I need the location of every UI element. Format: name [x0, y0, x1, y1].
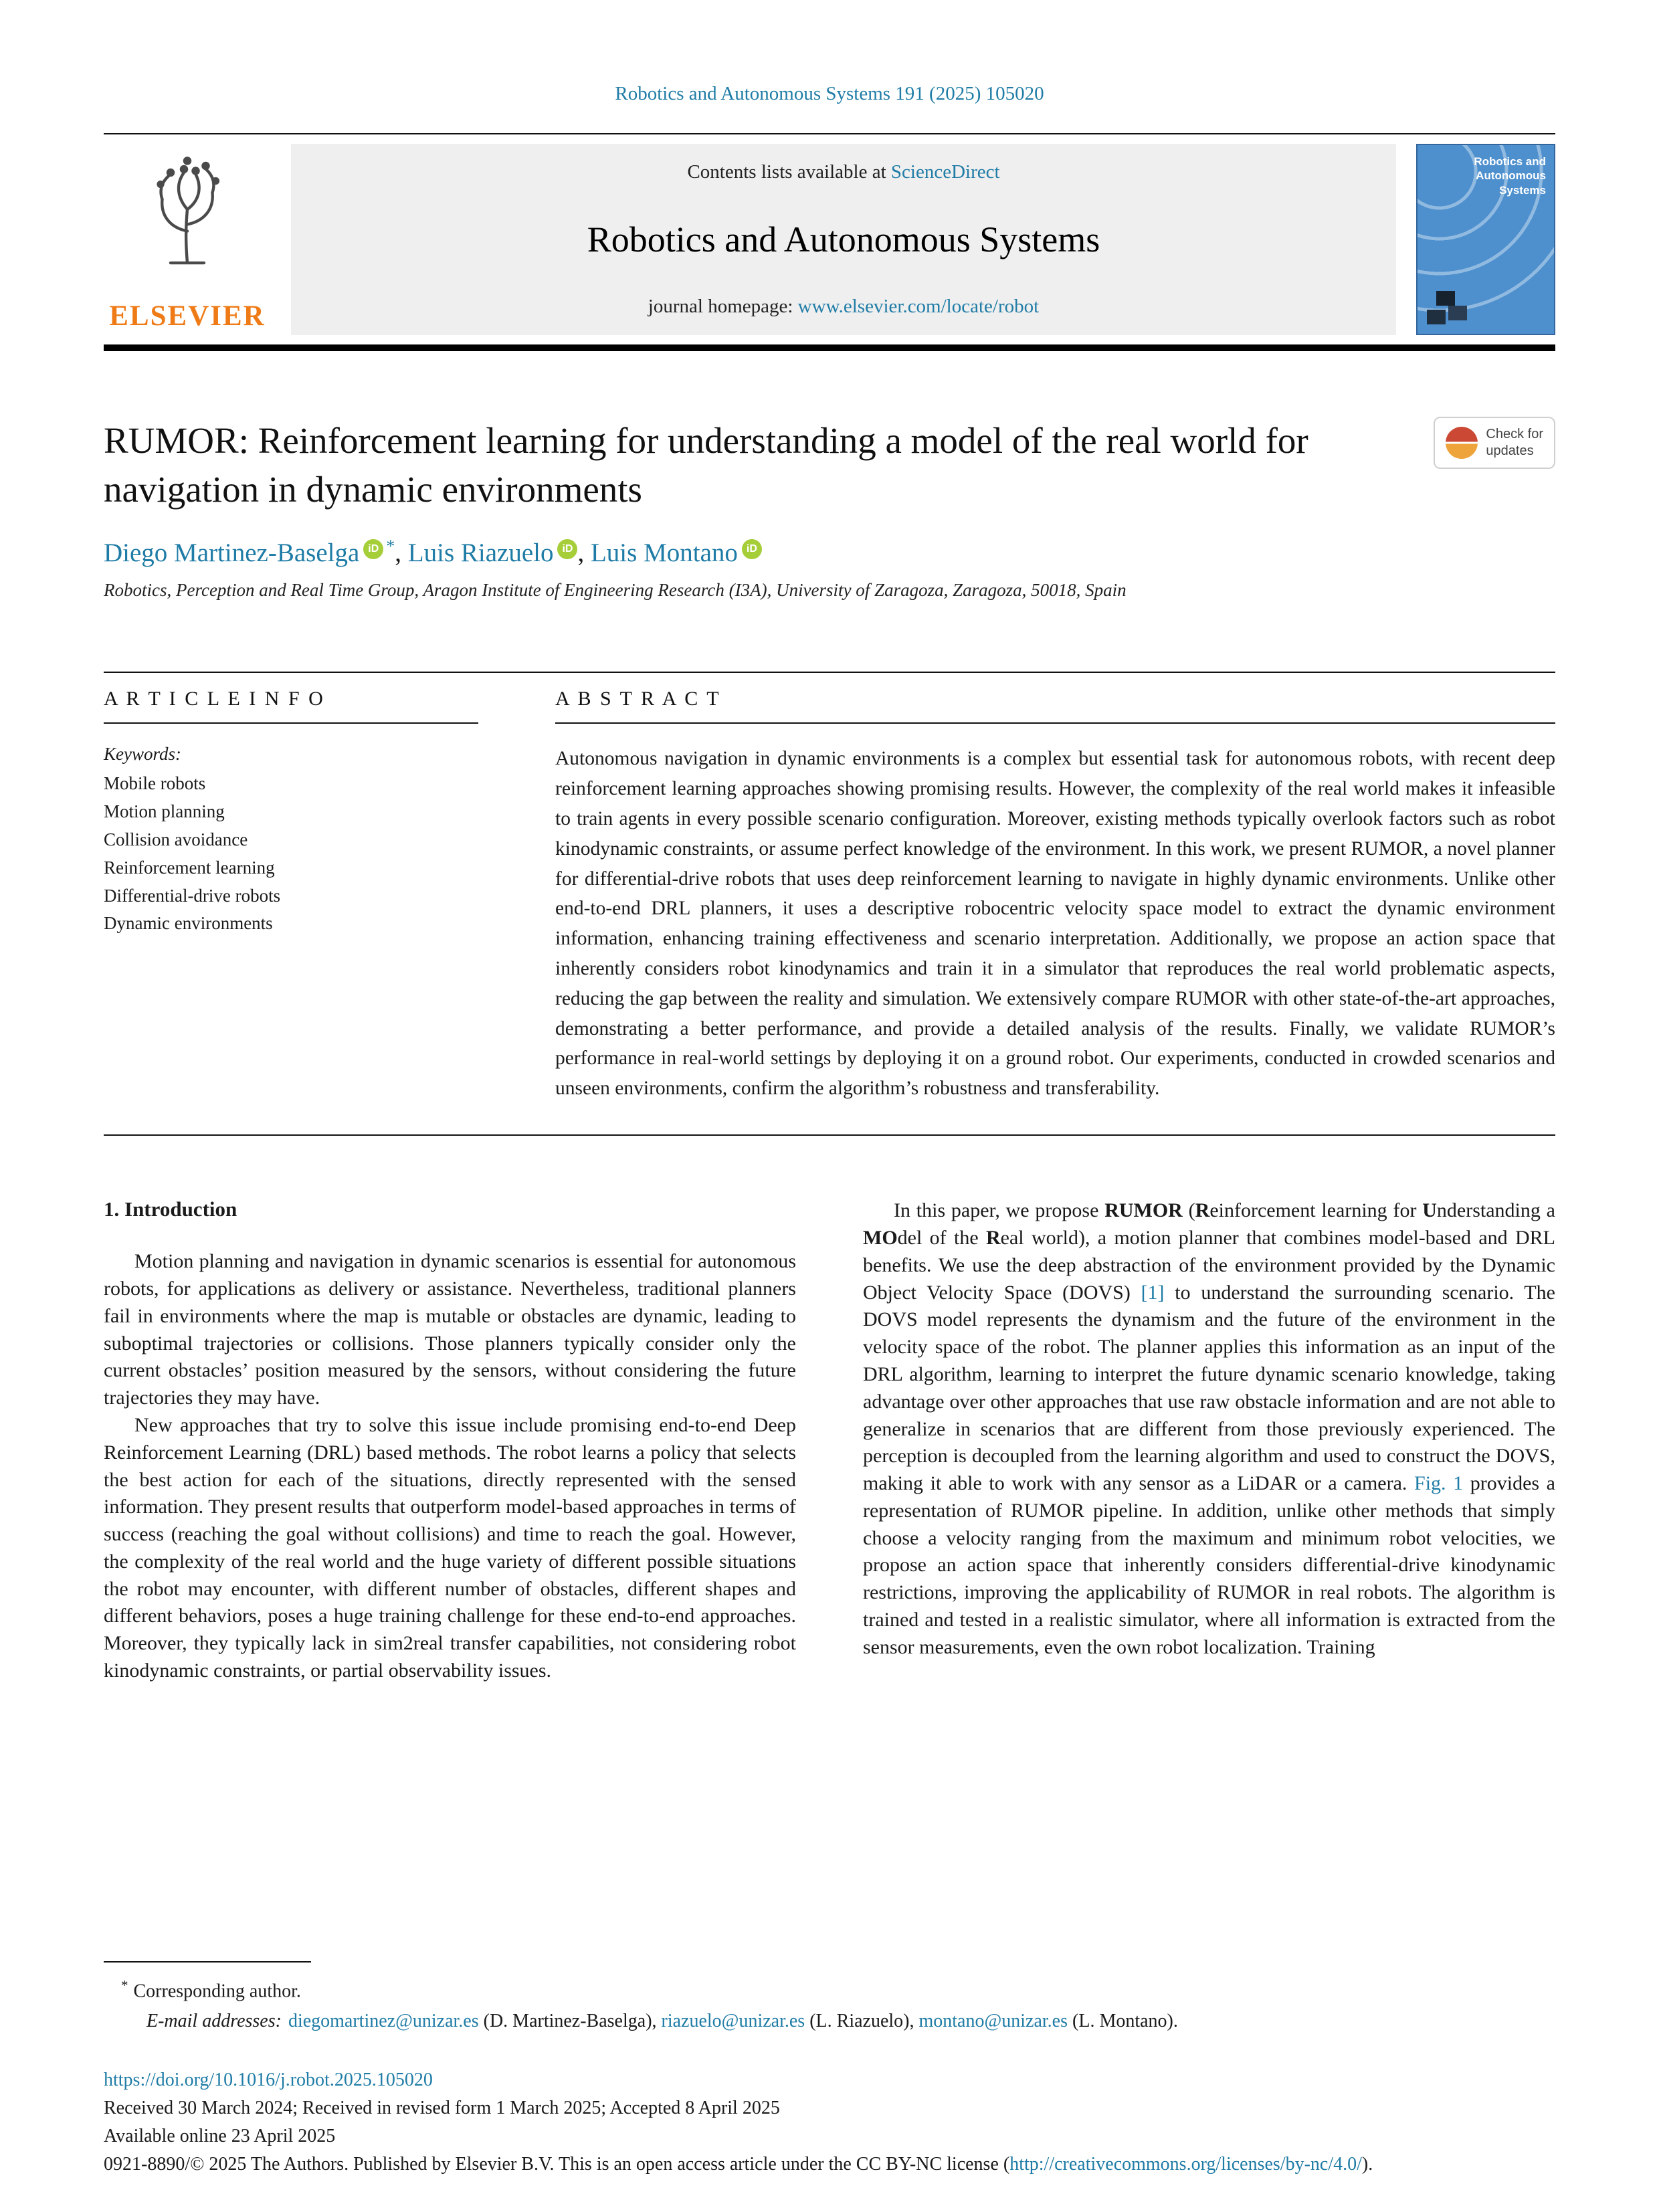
info-block-bottom-rule [104, 1134, 1555, 1136]
crossmark-icon [1446, 427, 1478, 459]
received-dates-line: Received 30 March 2024; Received in revised form 1 March 2025; Accepted 8 April 2025 [104, 2098, 780, 2118]
text-span: einforcement learning for [1209, 1199, 1423, 1222]
cc-license-link[interactable]: http://creativecommons.org/licenses/by-nc/4.0/ [1009, 2154, 1362, 2175]
section-heading-introduction: 1. Introduction [104, 1197, 237, 1221]
journal-ref: Robotics and Autonomous Systems 191 (2025) 105020 [615, 83, 1044, 104]
text-span: (L. Montano). [1068, 2011, 1178, 2032]
keyword-item: Motion planning [104, 801, 225, 822]
author [591, 538, 762, 567]
author-separator: , [577, 538, 591, 568]
intro-paragraph-2: New approaches that try to solve this issue include promising end-to-end Deep Reinforcement Learning (DRL) based methods. The robot learns a policy that selects the best action for each of the situations, directly represented with the sensed information. They present results that outperform model-based approaches in terms of success (reaching the goal without collisions) and time to reach the goal. However, the complexity of the real world and the huge variety of different possible situations the robot may encounter, with different number of obstacles, different shapes and different behaviors, poses a huge training challenge for these end-to-end approaches. Moreover, they typically lack in sim2real transfer capabilities, not considering robot kinodynamic constraints, or partial observability issues. [104, 1413, 796, 1682]
keyword-item: Differential-drive robots [104, 885, 281, 906]
page-footer [104, 1961, 1555, 2179]
text-span: ). [1361, 2154, 1373, 2175]
check-for-updates-label [1486, 426, 1543, 460]
author [104, 538, 408, 567]
right-column [863, 1197, 1555, 1685]
corresponding-author-note [104, 1975, 1555, 2007]
journal-cover-thumbnail[interactable] [1416, 144, 1555, 335]
check-for-updates-badge[interactable] [1434, 417, 1555, 469]
elsevier-logo[interactable] [104, 144, 271, 335]
abstract-column [555, 688, 1555, 1104]
abstract-heading-rule [555, 722, 1555, 724]
cover-decoration [1427, 310, 1446, 324]
homepage-prefix: journal homepage: [648, 296, 798, 317]
article-info-column [104, 688, 478, 1104]
text-span: R [985, 1226, 1001, 1249]
doi-link[interactable]: https://doi.org/10.1016/j.robot.2025.105020 [104, 2070, 433, 2090]
abstract-text: Autonomous navigation in dynamic environments is a complex but essential task for autonomous robots, with recent deep reinforcement learning approaches showing promising results. However, the complexity of the real world makes it infeasible to train agents in every possible scenario configuration. Moreover, existing methods typically overlook factors such as robot kinodynamic constraints, or assume perfect knowledge of the environment. In this work, we present RUMOR, a novel planner for differential-drive robots that uses deep reinforcement learning to navigate in highly dynamic environments. Unlike other end-to-end DRL planners, it uses a descriptive robocentric velocity space model to extract the dynamic environment information, enhancing training effectiveness and scenario interpretation. Additionally, we propose an action space that inherently considers robot kinodynamics and train it in a simulator that reproduces the real world problematic aspects, reducing the gap between the reality and simulation. We extensively compare RUMOR with other state-of-the-art approaches, demonstrating a better performance, and provide a detailed analysis of the results. Finally, we validate RUMOR’s performance in real-world settings by deploying it on a ground robot. Our experiments, conducted in crowded scenarios and unseen environments, confirm the algorithm’s robustness and transferability. [555, 748, 1555, 1100]
text-span: provides a representation of RUMOR pipeline. In addition, unlike other methods that simply choose a velocity ranging from the maximum and minimum robot velocities, we propose an action space that inherently considers differential-drive kinodynamic restrictions, improving the applicability of RUMOR in real robots. The algorithm is trained and tested in a realistic simulator, where all information is extracted from the sensor measurements, even the own robot localization. Training [863, 1472, 1555, 1658]
text-span: (L. Riazuelo), [805, 2011, 919, 2032]
footnote-rule [104, 1961, 311, 1963]
affiliation: Robotics, Perception and Real Time Group, Aragon Institute of Engineering Research (I3A), University of Zaragoza, Zaragoza, 50018, Spain [104, 580, 1127, 601]
text-span: ( [1182, 1199, 1195, 1222]
header-divider [104, 344, 1555, 351]
text-span: RUMOR [1104, 1199, 1183, 1222]
email-link-montano[interactable]: montano@unizar.es [918, 2011, 1068, 2032]
homepage-line [648, 296, 1039, 318]
text-span: MO [863, 1226, 898, 1249]
email-link-martinez[interactable]: diegomartinez@unizar.es [288, 2011, 479, 2032]
intro-paragraph-1: Motion planning and navigation in dynamic scenarios is essential for autonomous robots, for applications as delivery or assistance. Nevertheless, traditional planners fail in environments where the map is mutable or obstacles are dynamic, leading to suboptimal trajectories or collisions. Those planners typically consider only the current obstacles’ position measured by the sensors, without considering the future trajectories they may have. [104, 1250, 796, 1409]
text-span: nderstanding a [1436, 1199, 1555, 1222]
email-addresses-line [104, 2007, 1555, 2037]
orcid-icon[interactable]: iD [557, 539, 577, 559]
author-name: Luis Riazuelo [407, 538, 554, 568]
corresponding-author-text: Corresponding author. [133, 1981, 301, 2002]
keyword-item: Dynamic environments [104, 913, 273, 934]
article-info-heading: A R T I C L E I N F O [104, 688, 325, 710]
introduction-section [104, 1197, 1555, 1685]
author [408, 538, 591, 567]
text-span: (D. Martinez-Baselga), [478, 2011, 662, 2032]
ref-1-link[interactable]: [1] [1141, 1281, 1165, 1304]
text-span: 0921-8890/© 2025 The Authors. Published by Elsevier B.V. This is an open access article under the CC BY-NC license ( [104, 2154, 1010, 2175]
email-addresses-links [288, 2011, 1178, 2031]
check-badge-line2: updates [1486, 443, 1534, 458]
text-span: to understand the surrounding scenario. The DOVS model represents the dynamism and the future of the environment in the velocity space of the robot. The planner applies this information as an input of the DRL algorithm, learning to interpret the future dynamic scenario knowledge, taking advantage over other approaches that use raw obstacle information and are not able to generalize in scenarios that are different from those previously experienced. The perception is decoupled from the learning algorithm and used to construct the DOVS, making it able to work with any sensor as a LiDAR or a camera. [863, 1281, 1555, 1495]
text-span: del of the [897, 1226, 986, 1249]
elsevier-wordmark: ELSEVIER [109, 300, 266, 332]
keyword-item: Reinforcement learning [104, 857, 275, 878]
doi-line [104, 2066, 1555, 2094]
orcid-icon[interactable]: iD [742, 539, 762, 559]
keyword-item: Collision avoidance [104, 829, 248, 849]
author-name: Luis Montano [590, 538, 738, 568]
check-badge-line1: Check for [1486, 427, 1543, 441]
authors-line [104, 536, 1555, 568]
article-info-abstract-block [104, 672, 1555, 1104]
journal-header [104, 133, 1555, 344]
intro-paragraph-3 [863, 1197, 1555, 1662]
contents-line [687, 161, 999, 183]
journal-title: Robotics and Autonomous Systems [587, 219, 1100, 260]
journal-homepage-link[interactable]: www.elsevier.com/locate/robot [797, 296, 1040, 317]
header-center-panel [291, 144, 1396, 335]
text-span: In this paper, we propose [894, 1199, 1105, 1222]
abstract-heading: A B S T R A C T [555, 688, 721, 710]
available-online-line: Available online 23 April 2025 [104, 2126, 336, 2146]
text-span: R [1195, 1199, 1210, 1222]
asterisk-mark: * [121, 1977, 128, 1994]
orcid-icon[interactable]: iD [363, 539, 383, 559]
license-line [104, 2150, 1555, 2179]
cover-title: Robotics and Autonomous Systems [1474, 155, 1546, 197]
text-span: eal world), a motion planner that combines model-based and DRL benefits. We use the deep abstraction of the environment provided by the Dynamic Object Velocity Space (DOVS) [863, 1226, 1556, 1304]
elsevier-tree-icon [137, 146, 237, 272]
corresponding-author-mark: * [386, 536, 395, 557]
author-separator: , [395, 538, 408, 568]
text-span: U [1422, 1199, 1437, 1222]
left-column [104, 1197, 796, 1685]
keyword-item: Mobile robots [104, 773, 206, 794]
article-title: RUMOR: Reinforcement learning for understanding a model of the real world for navigation in dynamic environments [104, 420, 1308, 510]
contents-prefix: Contents lists available at [687, 161, 891, 183]
fig-1-link[interactable]: Fig. 1 [1414, 1472, 1464, 1495]
email-addresses-label: E-mail addresses: [147, 2011, 282, 2032]
email-link-riazuelo[interactable]: riazuelo@unizar.es [661, 2011, 805, 2032]
article-info-heading-rule [104, 722, 478, 724]
keywords-label: Keywords: [104, 744, 181, 765]
author-name: Diego Martinez-Baselga [104, 538, 360, 568]
sciencedirect-link[interactable]: ScienceDirect [890, 161, 1000, 183]
